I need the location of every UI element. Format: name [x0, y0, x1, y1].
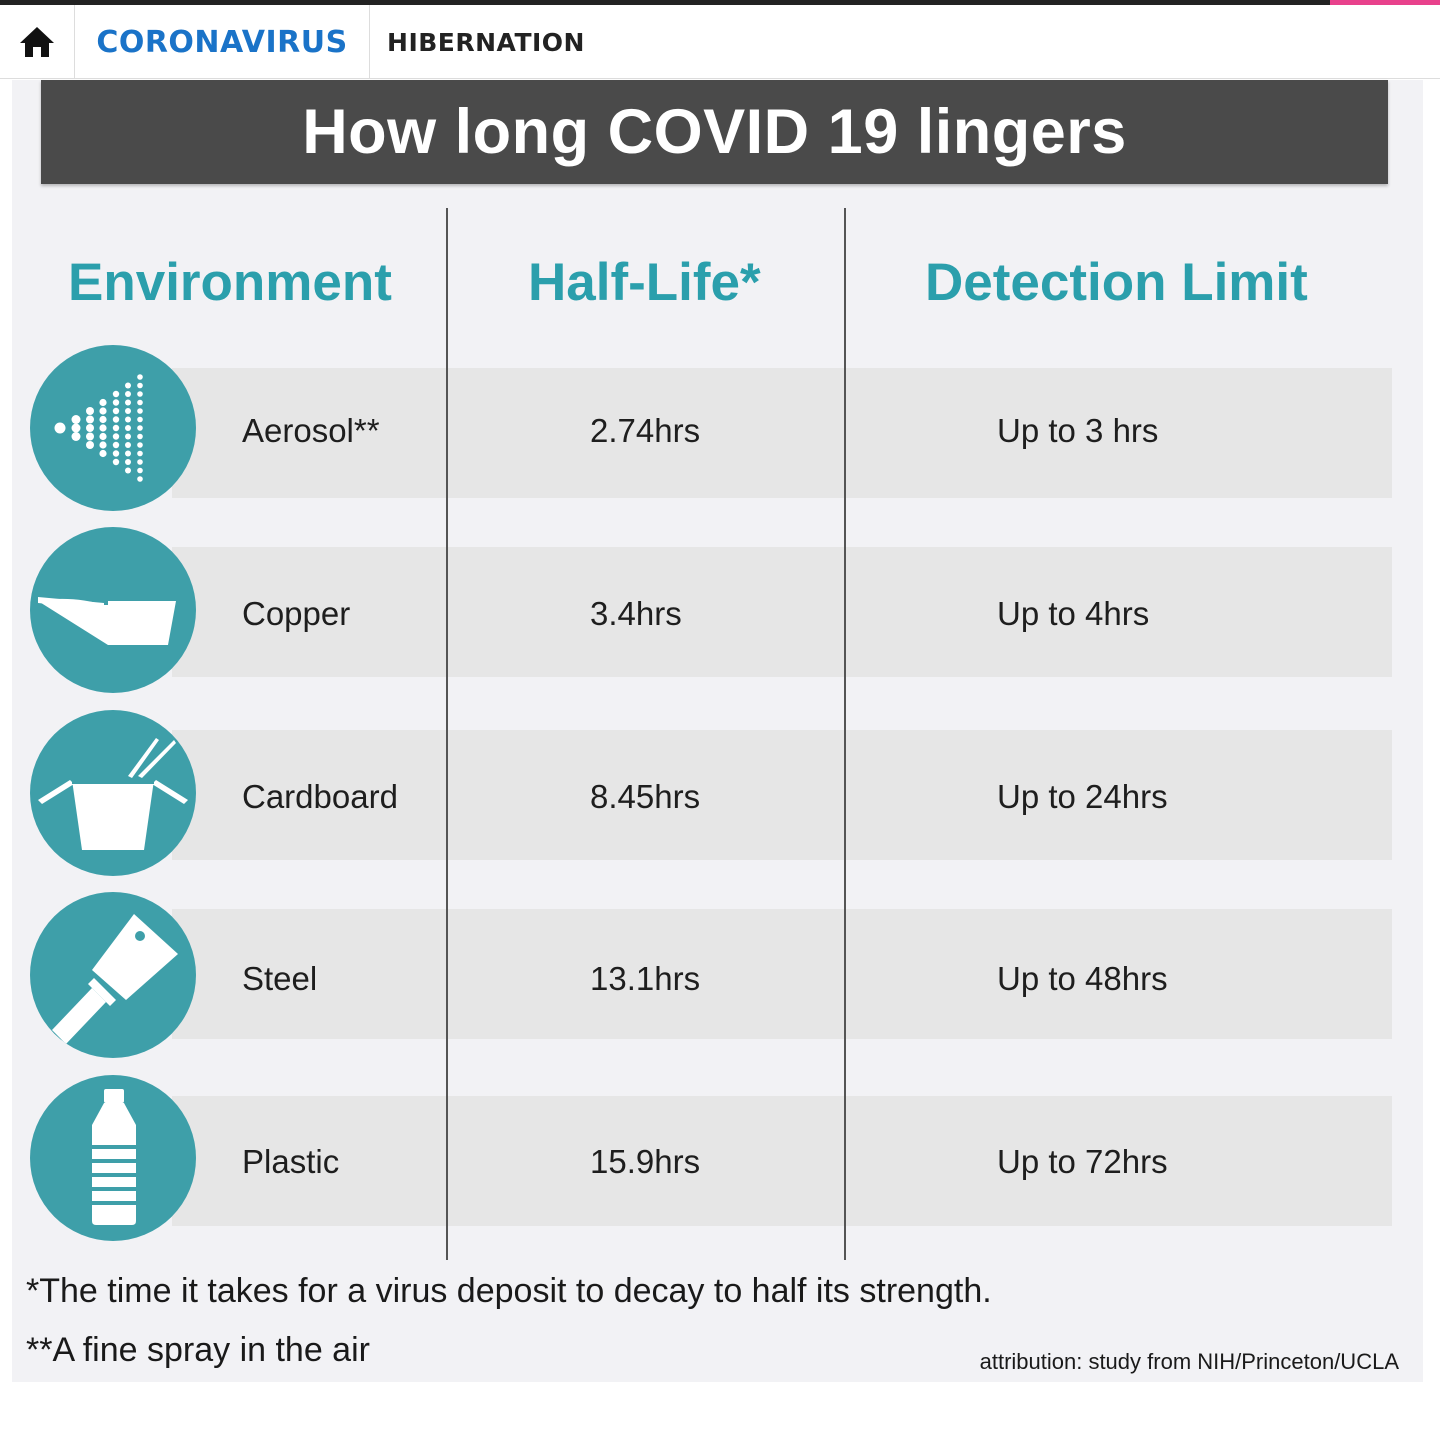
- aerosol-spray-icon: [30, 345, 196, 511]
- tab-hibernation[interactable]: HIBERNATION: [387, 27, 585, 57]
- header-environment: Environment: [68, 253, 392, 312]
- detection-limit-cell: Up to 3 hrs: [997, 412, 1159, 449]
- column-divider: [446, 208, 448, 1260]
- environment-cell: Steel: [242, 960, 318, 997]
- environment-cell: Plastic: [242, 1143, 340, 1180]
- footnote-aerosol: **A fine spray in the air: [26, 1331, 370, 1369]
- environment-cell: Aerosol**: [242, 412, 380, 449]
- column-divider: [844, 208, 846, 1260]
- footnote-half-life: *The time it takes for a virus deposit to decay to half its strength.: [26, 1272, 992, 1310]
- detection-limit-cell: Up to 48hrs: [997, 960, 1168, 997]
- nav-bar: [0, 5, 1440, 79]
- half-life-cell: 8.45hrs: [590, 778, 701, 815]
- attribution: attribution: study from NIH/Princeton/UCLA: [979, 1349, 1399, 1374]
- half-life-cell: 3.4hrs: [590, 595, 682, 632]
- tab-coronavirus[interactable]: CORONAVIRUS: [75, 5, 370, 79]
- cleaver-icon: [30, 892, 196, 1058]
- detection-limit-cell: Up to 72hrs: [997, 1143, 1168, 1180]
- row-background-copper: [172, 547, 1392, 677]
- home-icon: [18, 25, 56, 59]
- nav-home-button[interactable]: [0, 5, 75, 79]
- infographic: [12, 80, 1423, 1382]
- detection-limit-cell: Up to 24hrs: [997, 778, 1168, 815]
- header-detection-limit: Detection Limit: [925, 253, 1308, 312]
- environment-cell: Copper: [242, 595, 351, 632]
- row-background-plastic: [172, 1096, 1392, 1226]
- half-life-cell: 2.74hrs: [590, 412, 701, 449]
- environment-cell: Cardboard: [242, 778, 398, 815]
- header-half-life: Half-Life*: [528, 253, 761, 312]
- saucepan-icon: [30, 527, 196, 693]
- takeout-box-icon: [30, 710, 196, 876]
- half-life-cell: 15.9hrs: [590, 1143, 701, 1180]
- water-bottle-icon: [30, 1075, 196, 1241]
- row-background-steel: [172, 909, 1392, 1039]
- infographic-title: How long COVID 19 lingers: [302, 97, 1127, 167]
- infographic-title-bar: [41, 80, 1388, 184]
- half-life-cell: 13.1hrs: [590, 960, 701, 997]
- detection-limit-cell: Up to 4hrs: [997, 595, 1150, 632]
